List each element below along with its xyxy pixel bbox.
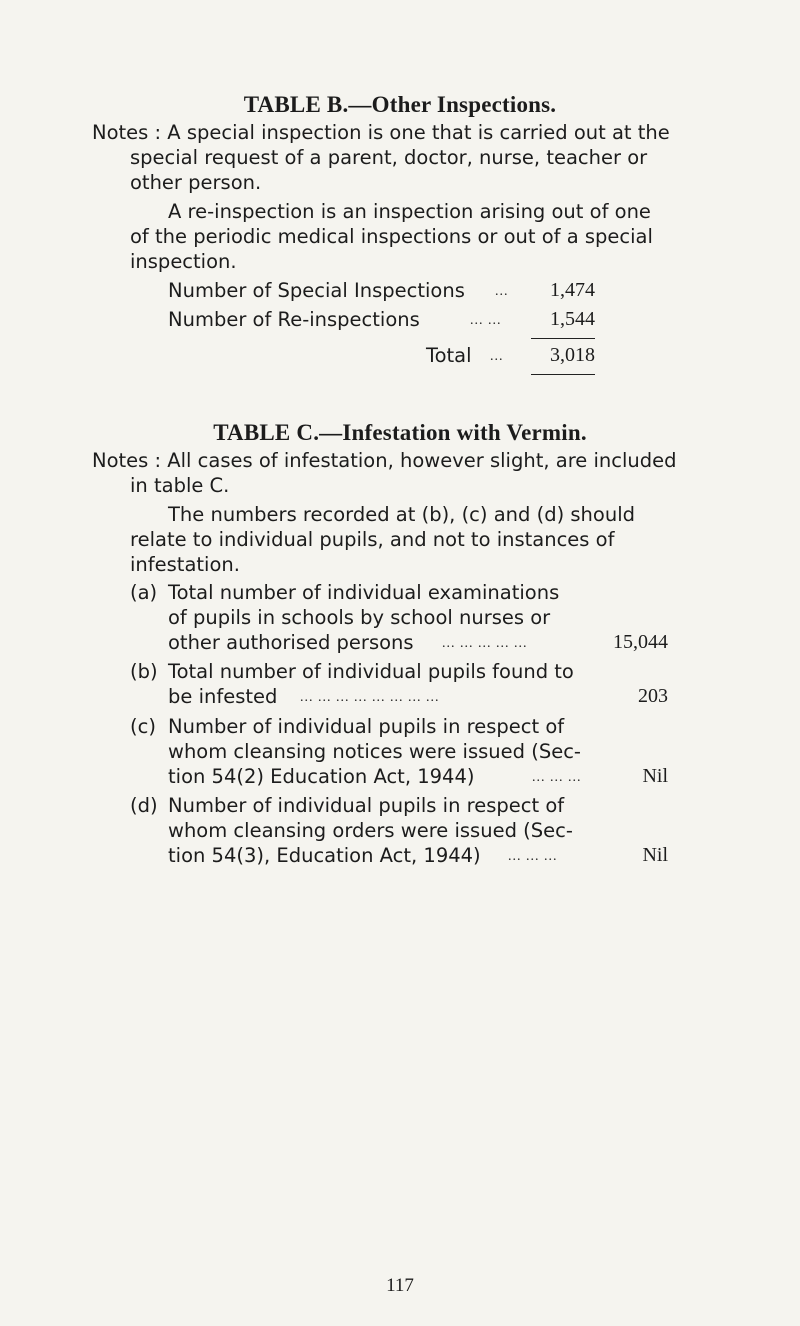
total-rule-bottom: [531, 374, 595, 375]
table-b-heading: TABLE B.—Other Inspections.: [243, 92, 557, 117]
table-c-numbers-line: infestation.: [130, 553, 240, 576]
item-b-value: 203: [638, 685, 668, 707]
leader-dots: ... ... ... ... ... ... ... ...: [300, 690, 440, 705]
item-c-text: whom cleansing notices were issued (Sec-: [168, 740, 581, 763]
leader-dots: ... ...: [470, 313, 502, 328]
table-c-numbers-line: relate to individual pupils, and not to instances of: [130, 528, 615, 551]
total-value: 3,018: [550, 344, 595, 366]
item-marker: (d): [130, 794, 158, 817]
table-c-heading: TABLE C.—Infestation with Vermin.: [213, 420, 587, 445]
total-rule-top: [531, 338, 595, 339]
page-number: 117: [386, 1275, 414, 1296]
item-b-text: Total number of individual pupils found to: [168, 660, 574, 683]
item-c-text: tion 54(2) Education Act, 1944): [168, 765, 475, 788]
item-d-text: Number of individual pupils in respect of: [168, 794, 565, 817]
reinspection-definition-line: inspection.: [130, 250, 237, 273]
item-d-text: tion 54(3), Education Act, 1944): [168, 844, 481, 867]
item-d-text: whom cleansing orders were issued (Sec-: [168, 819, 573, 842]
table-b-notes-line: special request of a parent, doctor, nurse, teacher or: [130, 146, 648, 169]
table-b-notes-line: other person.: [130, 171, 262, 194]
item-a-text: other authorised persons: [168, 631, 414, 654]
item-d-value: Nil: [642, 844, 668, 866]
leader-dots: ... ... ... ... ...: [442, 636, 528, 651]
special-inspections-value: 1,474: [550, 279, 595, 301]
reinspection-definition-line: A re-inspection is an inspection arising out of one: [168, 200, 651, 223]
reinspections-value: 1,544: [550, 308, 595, 330]
reinspection-definition-line: of the periodic medical inspections or out of a special: [130, 225, 653, 248]
leader-dots: ...: [495, 284, 509, 299]
item-c-text: Number of individual pupils in respect of: [168, 715, 565, 738]
item-c-value: Nil: [642, 765, 668, 787]
item-a-value: 15,044: [613, 631, 668, 653]
item-marker: (a): [130, 581, 158, 604]
leader-dots: ... ... ...: [508, 849, 558, 864]
item-b-text: be infested: [168, 685, 278, 708]
item-marker: (b): [130, 660, 158, 683]
table-b-notes-line: Notes : A special inspection is one that is carried out at the: [92, 121, 670, 144]
reinspections-label: Number of Re-inspections: [168, 308, 420, 331]
table-c-notes-line: in table C.: [130, 474, 230, 497]
leader-dots: ...: [490, 349, 504, 364]
item-a-text: of pupils in schools by school nurses or: [168, 606, 551, 629]
special-inspections-label: Number of Special Inspections: [168, 279, 465, 302]
table-c-notes-line: Notes : All cases of infestation, however slight, are included: [92, 449, 677, 472]
item-a-text: Total number of individual examinations: [168, 581, 560, 604]
total-label: Total: [426, 344, 472, 367]
table-c-numbers-line: The numbers recorded at (b), (c) and (d) should: [168, 503, 635, 526]
leader-dots: ... ... ...: [532, 770, 582, 785]
item-marker: (c): [130, 715, 156, 738]
